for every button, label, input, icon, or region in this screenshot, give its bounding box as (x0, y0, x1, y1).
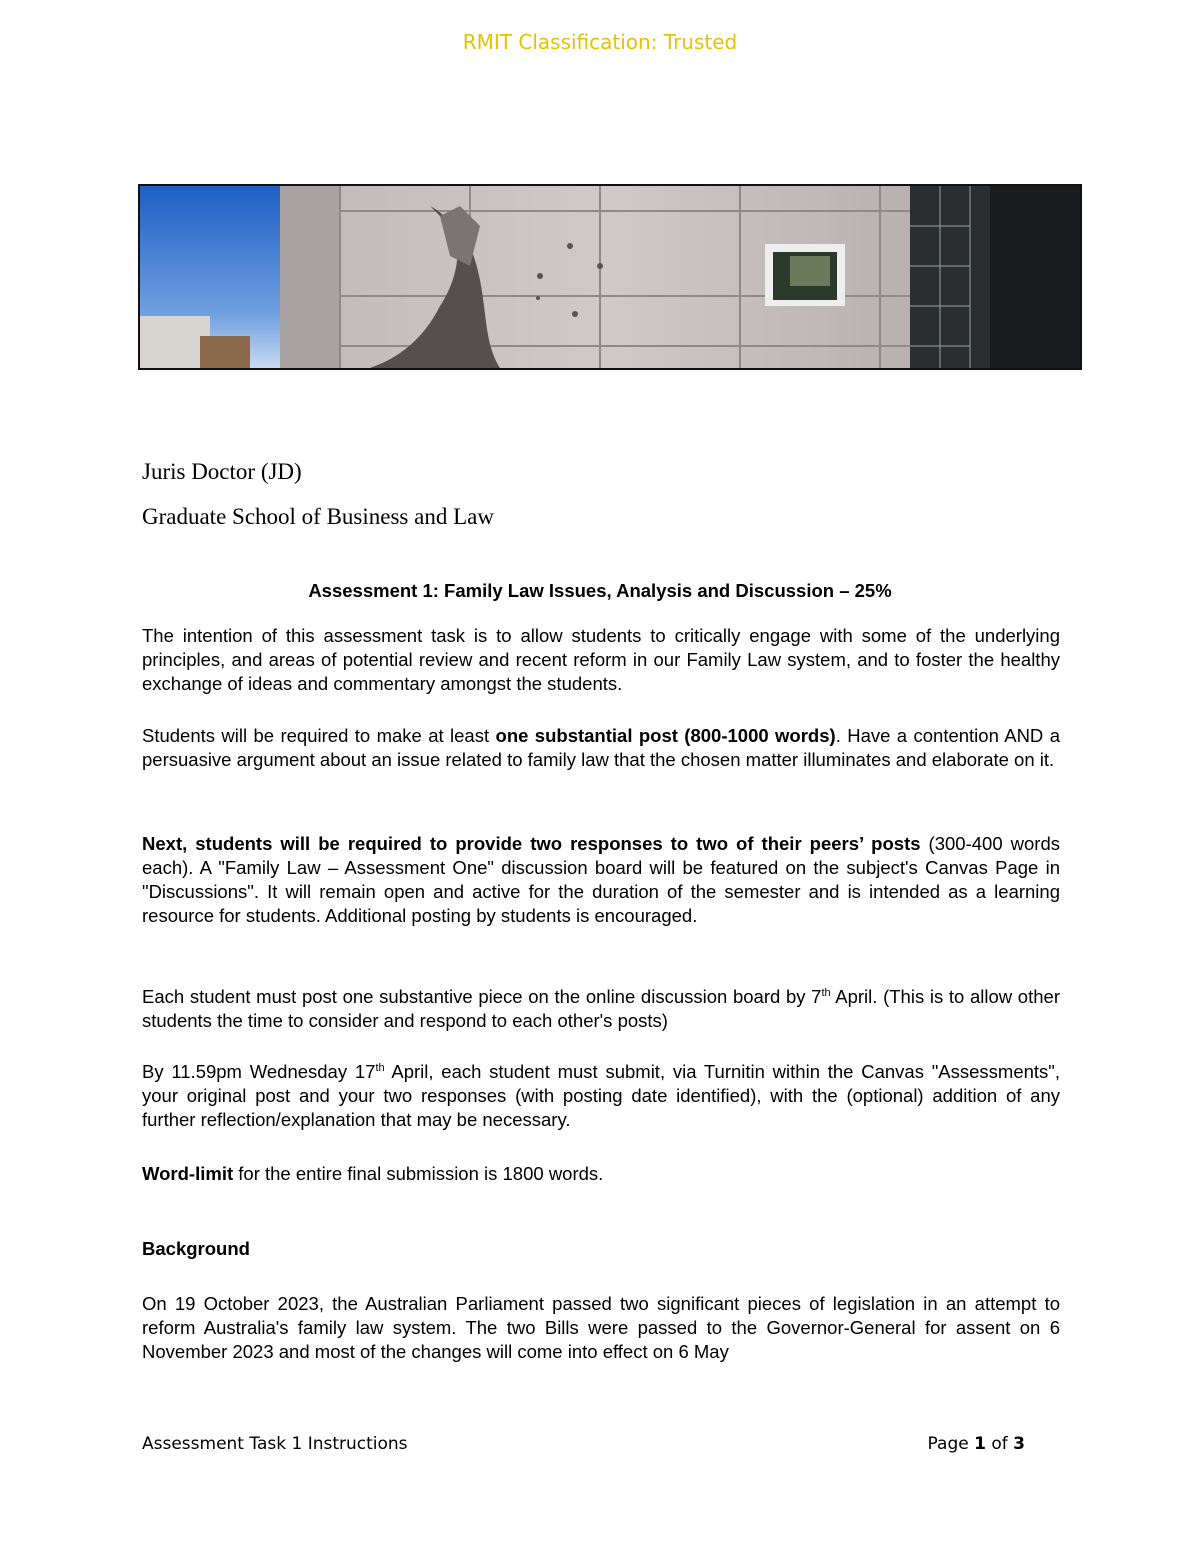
program-title: Juris Doctor (JD) (142, 459, 302, 484)
word-limit-paragraph: Word-limit for the entire final submission is 1800 words. (142, 1163, 604, 1184)
responses-paragraph: Next, students will be required to provide two responses to two of their peers’ posts (300-400 words each). A "Family Law – Assessment One" discussion board will be featured on the subject's Canvas Page in "Discussions". It will remain open and active for the duration of the semester and is intended as a learning resource for students. Additional posting by students is encouraged. (142, 833, 1060, 926)
intro-paragraph: The intention of this assessment task is to allow students to critically engage with some of the underlying principles, and areas of potential review and recent reform in our Family Law system, and to foster the healthy exchange of ideas and commentary amongst the students. (142, 625, 1060, 694)
submission-paragraph: By 11.59pm Wednesday 17th April, each student must submit, via Turnitin within the Canvas "Assessments", your original post and your two responses (with posting date identified), with the (optional) addition of any further reflection/explanation that may be necessary. (142, 1061, 1060, 1130)
assessment-heading: Assessment 1: Family Law Issues, Analysis and Discussion – 25% (308, 580, 892, 601)
court-building-photo (140, 186, 1080, 368)
banner-image (138, 184, 1082, 370)
school-name: Graduate School of Business and Law (142, 504, 494, 529)
classification-label: RMIT Classification: Trusted (462, 30, 738, 54)
background-paragraph: On 19 October 2023, the Australian Parliament passed two significant pieces of legislation in an attempt to reform Australia's family law system. The two Bills were passed to the Governor-General for assent on 6 November 2023 and most of the changes will come into effect on 6 May (142, 1293, 1060, 1362)
footer-title: Assessment Task 1 Instructions (142, 1434, 408, 1454)
post-requirement-paragraph: Students will be required to make at least one substantial post (800-1000 words). Have a contention AND a persuasive argument about an issue related to family law that the chosen matter illuminates and elaborate on it. (142, 725, 1060, 770)
posting-deadline-paragraph: Each student must post one substantive piece on the online discussion board by 7th April. (This is to allow other students the time to consider and respond to each other's posts) (142, 986, 1060, 1031)
background-heading: Background (142, 1238, 250, 1259)
footer-page-number: Page 1 of 3 (927, 1434, 1025, 1454)
